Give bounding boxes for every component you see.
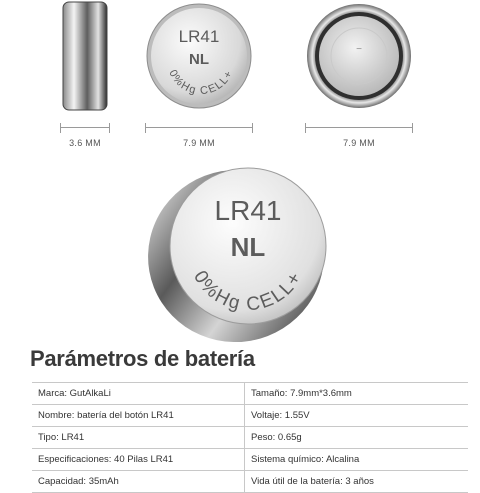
battery-side-view (60, 0, 110, 112)
minus-icon: − (356, 44, 362, 55)
table-row (32, 405, 468, 427)
nl-logo-icon (231, 232, 266, 262)
spec-cell: Especificaciones: 40 Pilas LR41 (32, 449, 245, 471)
spec-cell: Voltaje: 1.55V (245, 405, 469, 427)
battery-front-label: LR41 (178, 27, 220, 46)
spec-cell: Sistema químico: Alcalina (245, 449, 469, 471)
specs-title: Parámetros de batería (30, 346, 255, 371)
battery-back-view (305, 2, 413, 110)
battery-front-mark: 0%Hg CELL+ (166, 67, 236, 98)
height-dimension-label: 3.6 MM (69, 138, 101, 148)
height-dimension (60, 118, 110, 148)
specs-table (32, 382, 468, 493)
table-row (32, 427, 468, 449)
spec-cell: Peso: 0.65g (245, 427, 469, 449)
spec-cell: Tamaño: 7.9mm*3.6mm (245, 383, 469, 405)
battery-hero-label: LR41 (214, 195, 282, 226)
svg-text:NL: NL (189, 51, 209, 68)
nl-logo-icon (189, 51, 209, 68)
front-diameter-dimension (145, 118, 253, 148)
spec-cell: Vida útil de la batería: 3 años (245, 471, 469, 493)
battery-hero-image (140, 150, 340, 350)
battery-front-view (145, 2, 253, 110)
table-row (32, 471, 468, 493)
back-diameter-dimension (305, 118, 413, 148)
table-row (32, 449, 468, 471)
battery-hero-mark: 0%Hg CELL+ (189, 267, 307, 316)
battery-views (0, 0, 480, 160)
svg-text:NL: NL (230, 232, 266, 262)
spec-cell: Capacidad: 35mAh (32, 471, 245, 493)
front-diameter-label: 7.9 MM (183, 138, 215, 148)
back-diameter-label: 7.9 MM (343, 138, 375, 148)
spec-cell: Tipo: LR41 (32, 427, 245, 449)
table-row (32, 383, 468, 405)
spec-cell: Nombre: batería del botón LR41 (32, 405, 245, 427)
spec-cell: Marca: GutAlkaLi (32, 383, 245, 405)
